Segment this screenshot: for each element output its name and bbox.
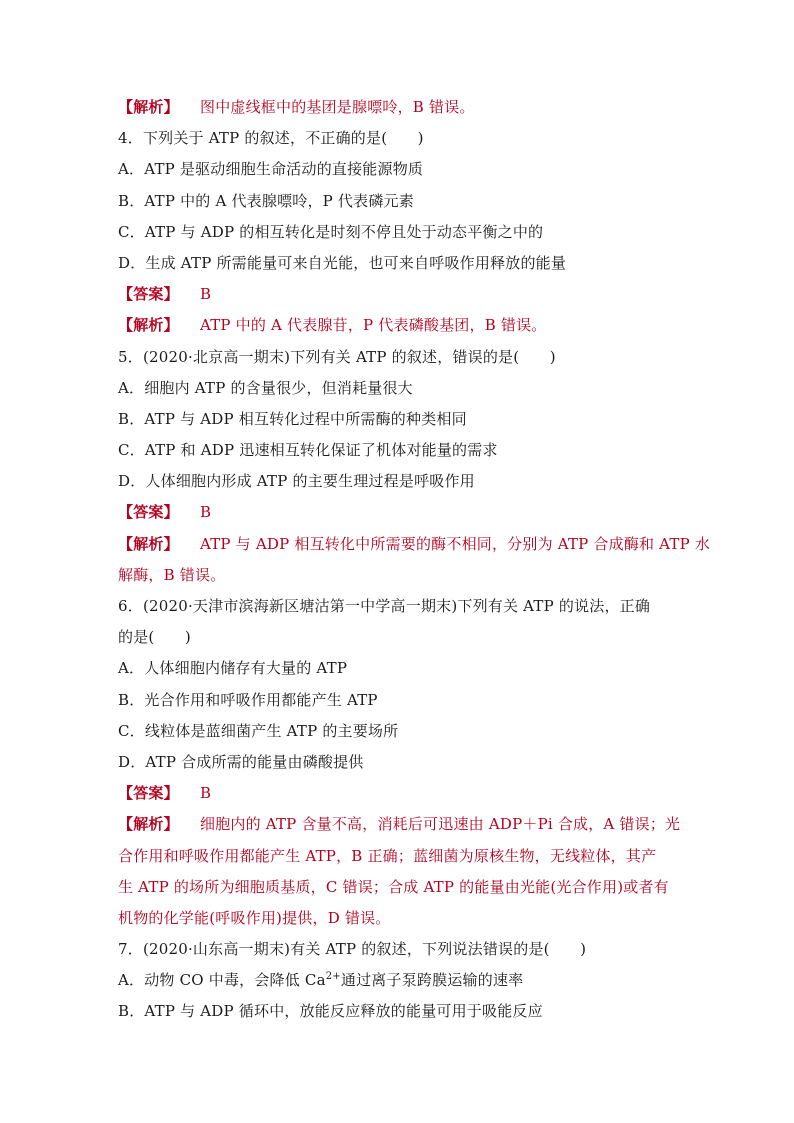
question-line	[118, 622, 678, 653]
analysis-continuation	[118, 872, 678, 903]
analysis-tag: 【解析】	[118, 534, 179, 553]
analysis-text: ATP 中的 A 代表腺苷，P 代表磷酸基团，B 错误。	[200, 316, 547, 335]
analysis-text: 机物的化学能(呼吸作用)提供，D 错误。	[118, 908, 391, 927]
option-text: B．ATP 与 ADP 循环中，放能反应释放的能量可用于吸能反应	[118, 1002, 543, 1021]
option-text: D．生成 ATP 所需能量可来自光能，也可来自呼吸作用释放的能量	[118, 253, 567, 272]
analysis-tag: 【解析】	[118, 316, 179, 335]
answer-text: B	[200, 784, 212, 803]
option-line	[118, 186, 678, 217]
question-line	[118, 342, 678, 373]
question-line	[118, 591, 678, 622]
option-line	[118, 154, 678, 185]
option-line	[118, 747, 678, 778]
option-text: A．动物 CO 中毒，会降低 Ca	[118, 971, 326, 990]
option-text: C．ATP 与 ADP 的相互转化是时刻不停且处于动态平衡之中的	[118, 222, 544, 241]
analysis-text: 解酶，B 错误。	[118, 565, 226, 584]
question-text: 6．(2020·天津市滨海新区塘沽第一中学高一期末)下列有关 ATP 的说法，正确	[118, 597, 651, 615]
option-line	[118, 685, 678, 716]
question-text: 4．下列关于 ATP 的叙述，不正确的是( )	[118, 129, 424, 148]
option-text: A．ATP 是驱动细胞生命活动的直接能源物质	[118, 160, 424, 179]
question-line	[118, 123, 678, 154]
option-text: D．人体细胞内形成 ATP 的主要生理过程是呼吸作用	[118, 472, 475, 491]
option-text: C．ATP 和 ADP 迅速相互转化保证了机体对能量的需求	[118, 441, 498, 460]
option-text: B．ATP 中的 A 代表腺嘌呤，P 代表磷元素	[118, 191, 414, 210]
question-line	[118, 934, 678, 965]
analysis-text: 合作用和呼吸作用都能产生 ATP，B 正确；蓝细菌为原核生物，无线粒体，其产	[118, 846, 657, 865]
analysis-tag: 【解析】	[118, 98, 179, 116]
answer-tag: 【答案】	[118, 784, 179, 803]
option-line	[118, 466, 678, 497]
option-line	[118, 996, 678, 1027]
question-text: 7．(2020·山东高一期末)有关 ATP 的叙述，下列说法错误的是( )	[118, 940, 587, 959]
option-text: 通过离子泵跨膜运输的速率	[340, 971, 524, 990]
option-line	[118, 248, 678, 279]
superscript-charge: 2+	[325, 971, 341, 983]
analysis-line	[118, 310, 678, 341]
question-text: 5．(2020·北京高一期末)下列有关 ATP 的叙述，错误的是( )	[118, 347, 556, 366]
analysis-continuation	[118, 903, 678, 934]
analysis-line	[118, 809, 681, 840]
answer-tag: 【答案】	[118, 503, 179, 522]
option-line	[118, 435, 678, 466]
analysis-line	[118, 529, 711, 560]
option-text: D．ATP 合成所需的能量由磷酸提供	[118, 752, 364, 771]
document-page	[118, 92, 711, 1028]
analysis-tag: 【解析】	[118, 815, 179, 834]
question-text: 的是( )	[118, 628, 191, 647]
analysis-text: ATP 与 ADP 相互转化中所需要的酶不相同，分别为 ATP 合成酶和 ATP 水	[200, 534, 711, 553]
option-text: A．细胞内 ATP 的含量很少，但消耗量很大	[118, 378, 413, 397]
analysis-continuation	[118, 560, 678, 591]
option-line	[118, 716, 678, 747]
analysis-text: 细胞内的 ATP 含量不高，消耗后可迅速由 ADP＋Pi 合成，A 错误；光	[200, 815, 681, 834]
option-text: C．线粒体是蓝细菌产生 ATP 的主要场所	[118, 721, 399, 740]
option-line	[118, 965, 678, 996]
option-line	[118, 373, 678, 404]
analysis-text: 图中虚线框中的基团是腺嘌呤，B 错误。	[200, 98, 475, 116]
answer-line	[118, 778, 678, 809]
option-line	[118, 217, 678, 248]
analysis-continuation	[118, 841, 678, 872]
answer-text: B	[200, 503, 212, 522]
analysis-line	[118, 92, 678, 123]
option-text: A．人体细胞内储存有大量的 ATP	[118, 659, 348, 678]
option-line	[118, 404, 678, 435]
answer-text: B	[200, 285, 212, 304]
analysis-text: 生 ATP 的场所为细胞质基质，C 错误；合成 ATP 的能量由光能(光合作用)或者有	[118, 877, 669, 896]
option-text: B．光合作用和呼吸作用都能产生 ATP	[118, 690, 378, 709]
answer-line	[118, 497, 678, 528]
answer-tag: 【答案】	[118, 285, 179, 304]
option-line	[118, 653, 678, 684]
answer-line	[118, 279, 678, 310]
option-text: B．ATP 与 ADP 相互转化过程中所需酶的种类相同	[118, 409, 467, 428]
